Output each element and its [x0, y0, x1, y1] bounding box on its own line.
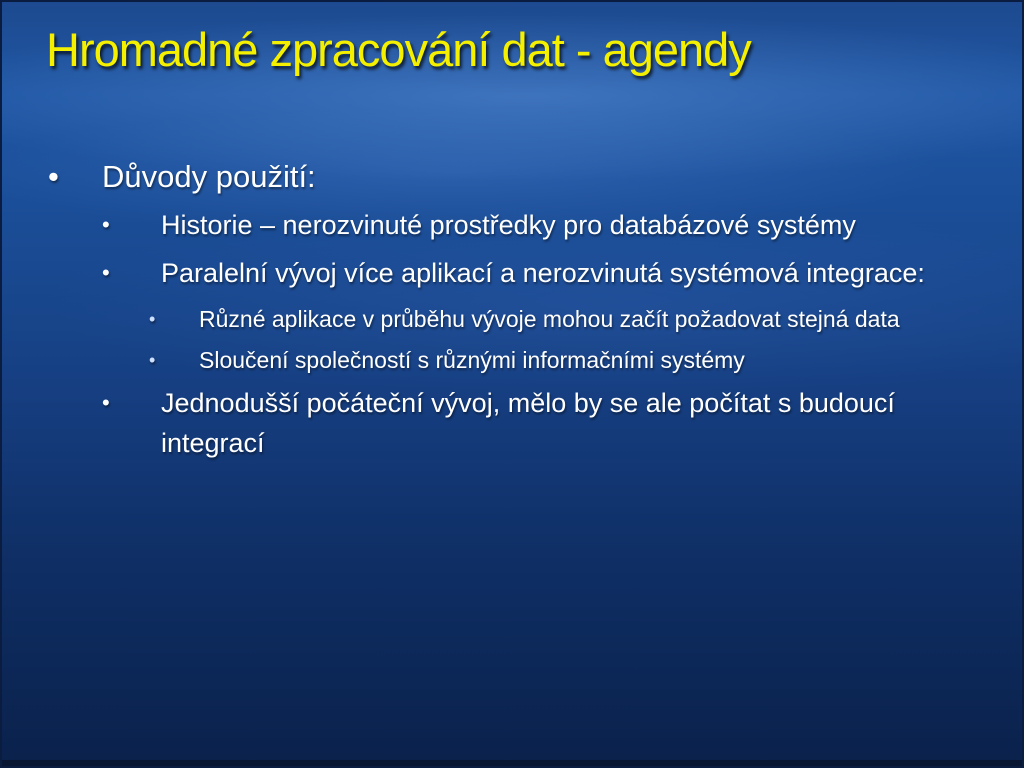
bullet-icon: •	[102, 212, 110, 237]
bullet-item-l2	[42, 205, 992, 245]
bullet-item-l3	[42, 342, 992, 378]
bullet-icon: •	[149, 309, 156, 329]
bullet-item-l1	[42, 157, 992, 197]
bullet-item-l3	[42, 301, 992, 337]
bullet-icon: •	[48, 159, 59, 194]
bullet-item-l2	[42, 383, 992, 463]
bullet-text: Jednodušší počáteční vývoj, mělo by se ale počítat s budoucí integrací	[161, 388, 895, 458]
bullet-text: Historie – nerozvinuté prostředky pro databázové systémy	[161, 210, 856, 240]
bullet-text: Různé aplikace v průběhu vývoje mohou začít požadovat stejná data	[199, 306, 900, 332]
bullet-text: Sloučení společností s různými informačními systémy	[199, 347, 745, 373]
slide-title: Hromadné zpracování dat - agendy	[46, 23, 751, 76]
bullet-list	[42, 157, 992, 471]
bullet-icon: •	[149, 350, 156, 370]
bullet-text: Paralelní vývoj více aplikací a nerozvinutá systémová integrace:	[161, 258, 925, 288]
bullet-text: Důvody použití:	[102, 159, 316, 194]
bullet-icon: •	[102, 390, 110, 415]
bullet-icon: •	[102, 260, 110, 285]
bullet-item-l2	[42, 253, 992, 293]
